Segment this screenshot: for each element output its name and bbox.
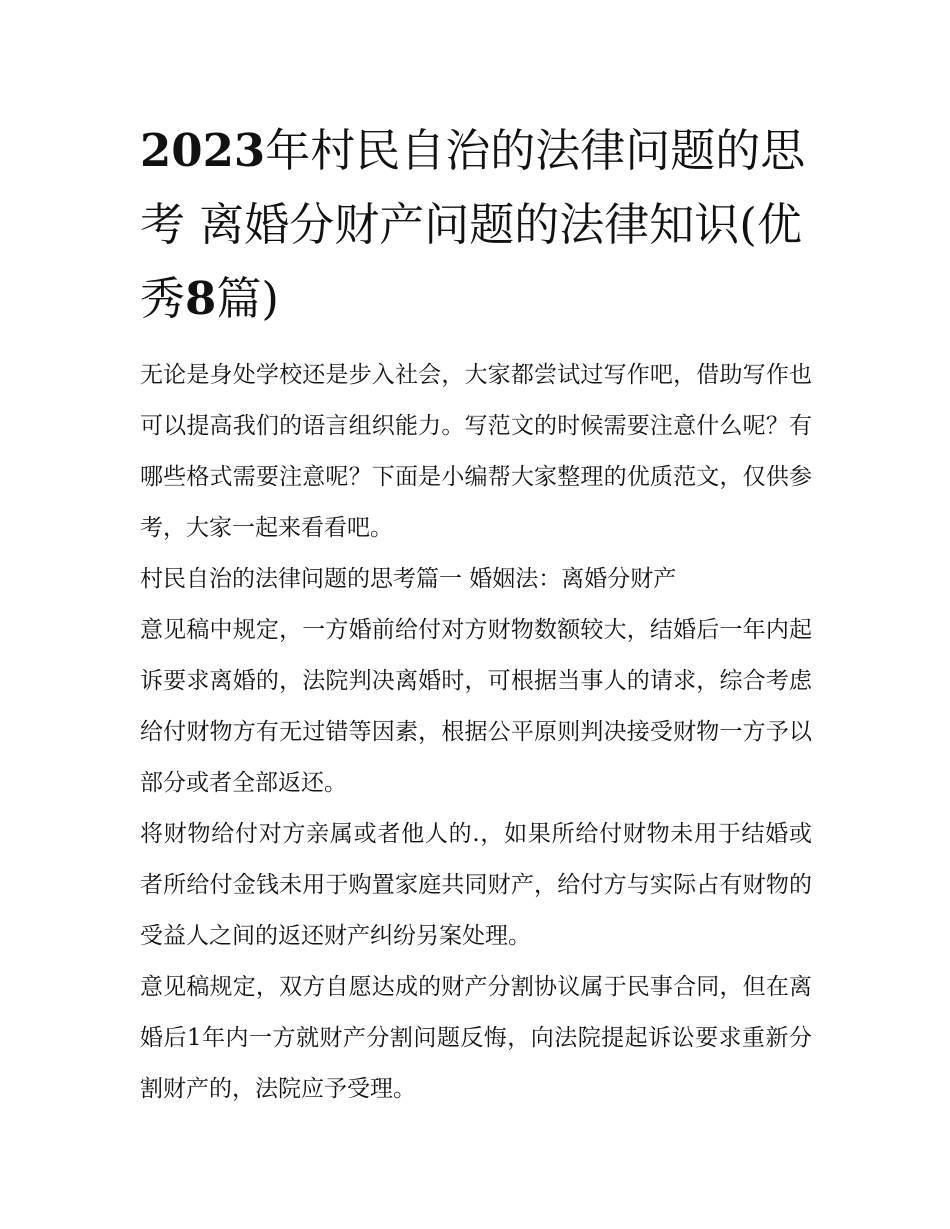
- title-year: 2023: [140, 124, 266, 177]
- document-body: [140, 350, 812, 1115]
- intro-paragraph: 无论是身处学校还是步入社会，大家都尝试过写作吧，借助写作也可以提高我们的语言组织能力。写范文的时候需要注意什么呢？有哪些格式需要注意呢？下面是小编帮大家整理的优质范文，仅供参考，大家一起来看看吧。: [140, 362, 812, 541]
- body-paragraph-3: 意见稿规定，双方自愿达成的财产分割协议属于民事合同，但在离婚后1年内一方就财产分割问题反悔，向法院提起诉讼要求重新分割财产的，法院应予受理。: [140, 974, 812, 1102]
- section-heading: 村民自治的法律问题的思考篇一 婚姻法：离婚分财产: [140, 566, 677, 592]
- title-text-part2: 篇): [216, 272, 279, 325]
- document-content: [140, 114, 812, 1115]
- body-paragraph-2: 将财物给付对方亲属或者他人的.，如果所给付财物未用于结婚或者所给付金钱未用于购置家庭共同财产，给付方与实际占有财物的受益人之间的返还财产纠纷另案处理。: [140, 821, 812, 949]
- title-text-part1: 年村民自治的法律问题的思考 离婚分财产问题的法律知识(优秀: [140, 124, 806, 325]
- body-paragraph-1: 意见稿中规定，一方婚前给付对方财物数额较大，结婚后一年内起诉要求离婚的，法院判决离婚时，可根据当事人的请求，综合考虑给付财物方有无过错等因素，根据公平原则判决接受财物一方予以部分或者全部返还。: [140, 617, 812, 796]
- document-title: [140, 114, 812, 336]
- title-count: 8: [185, 272, 217, 325]
